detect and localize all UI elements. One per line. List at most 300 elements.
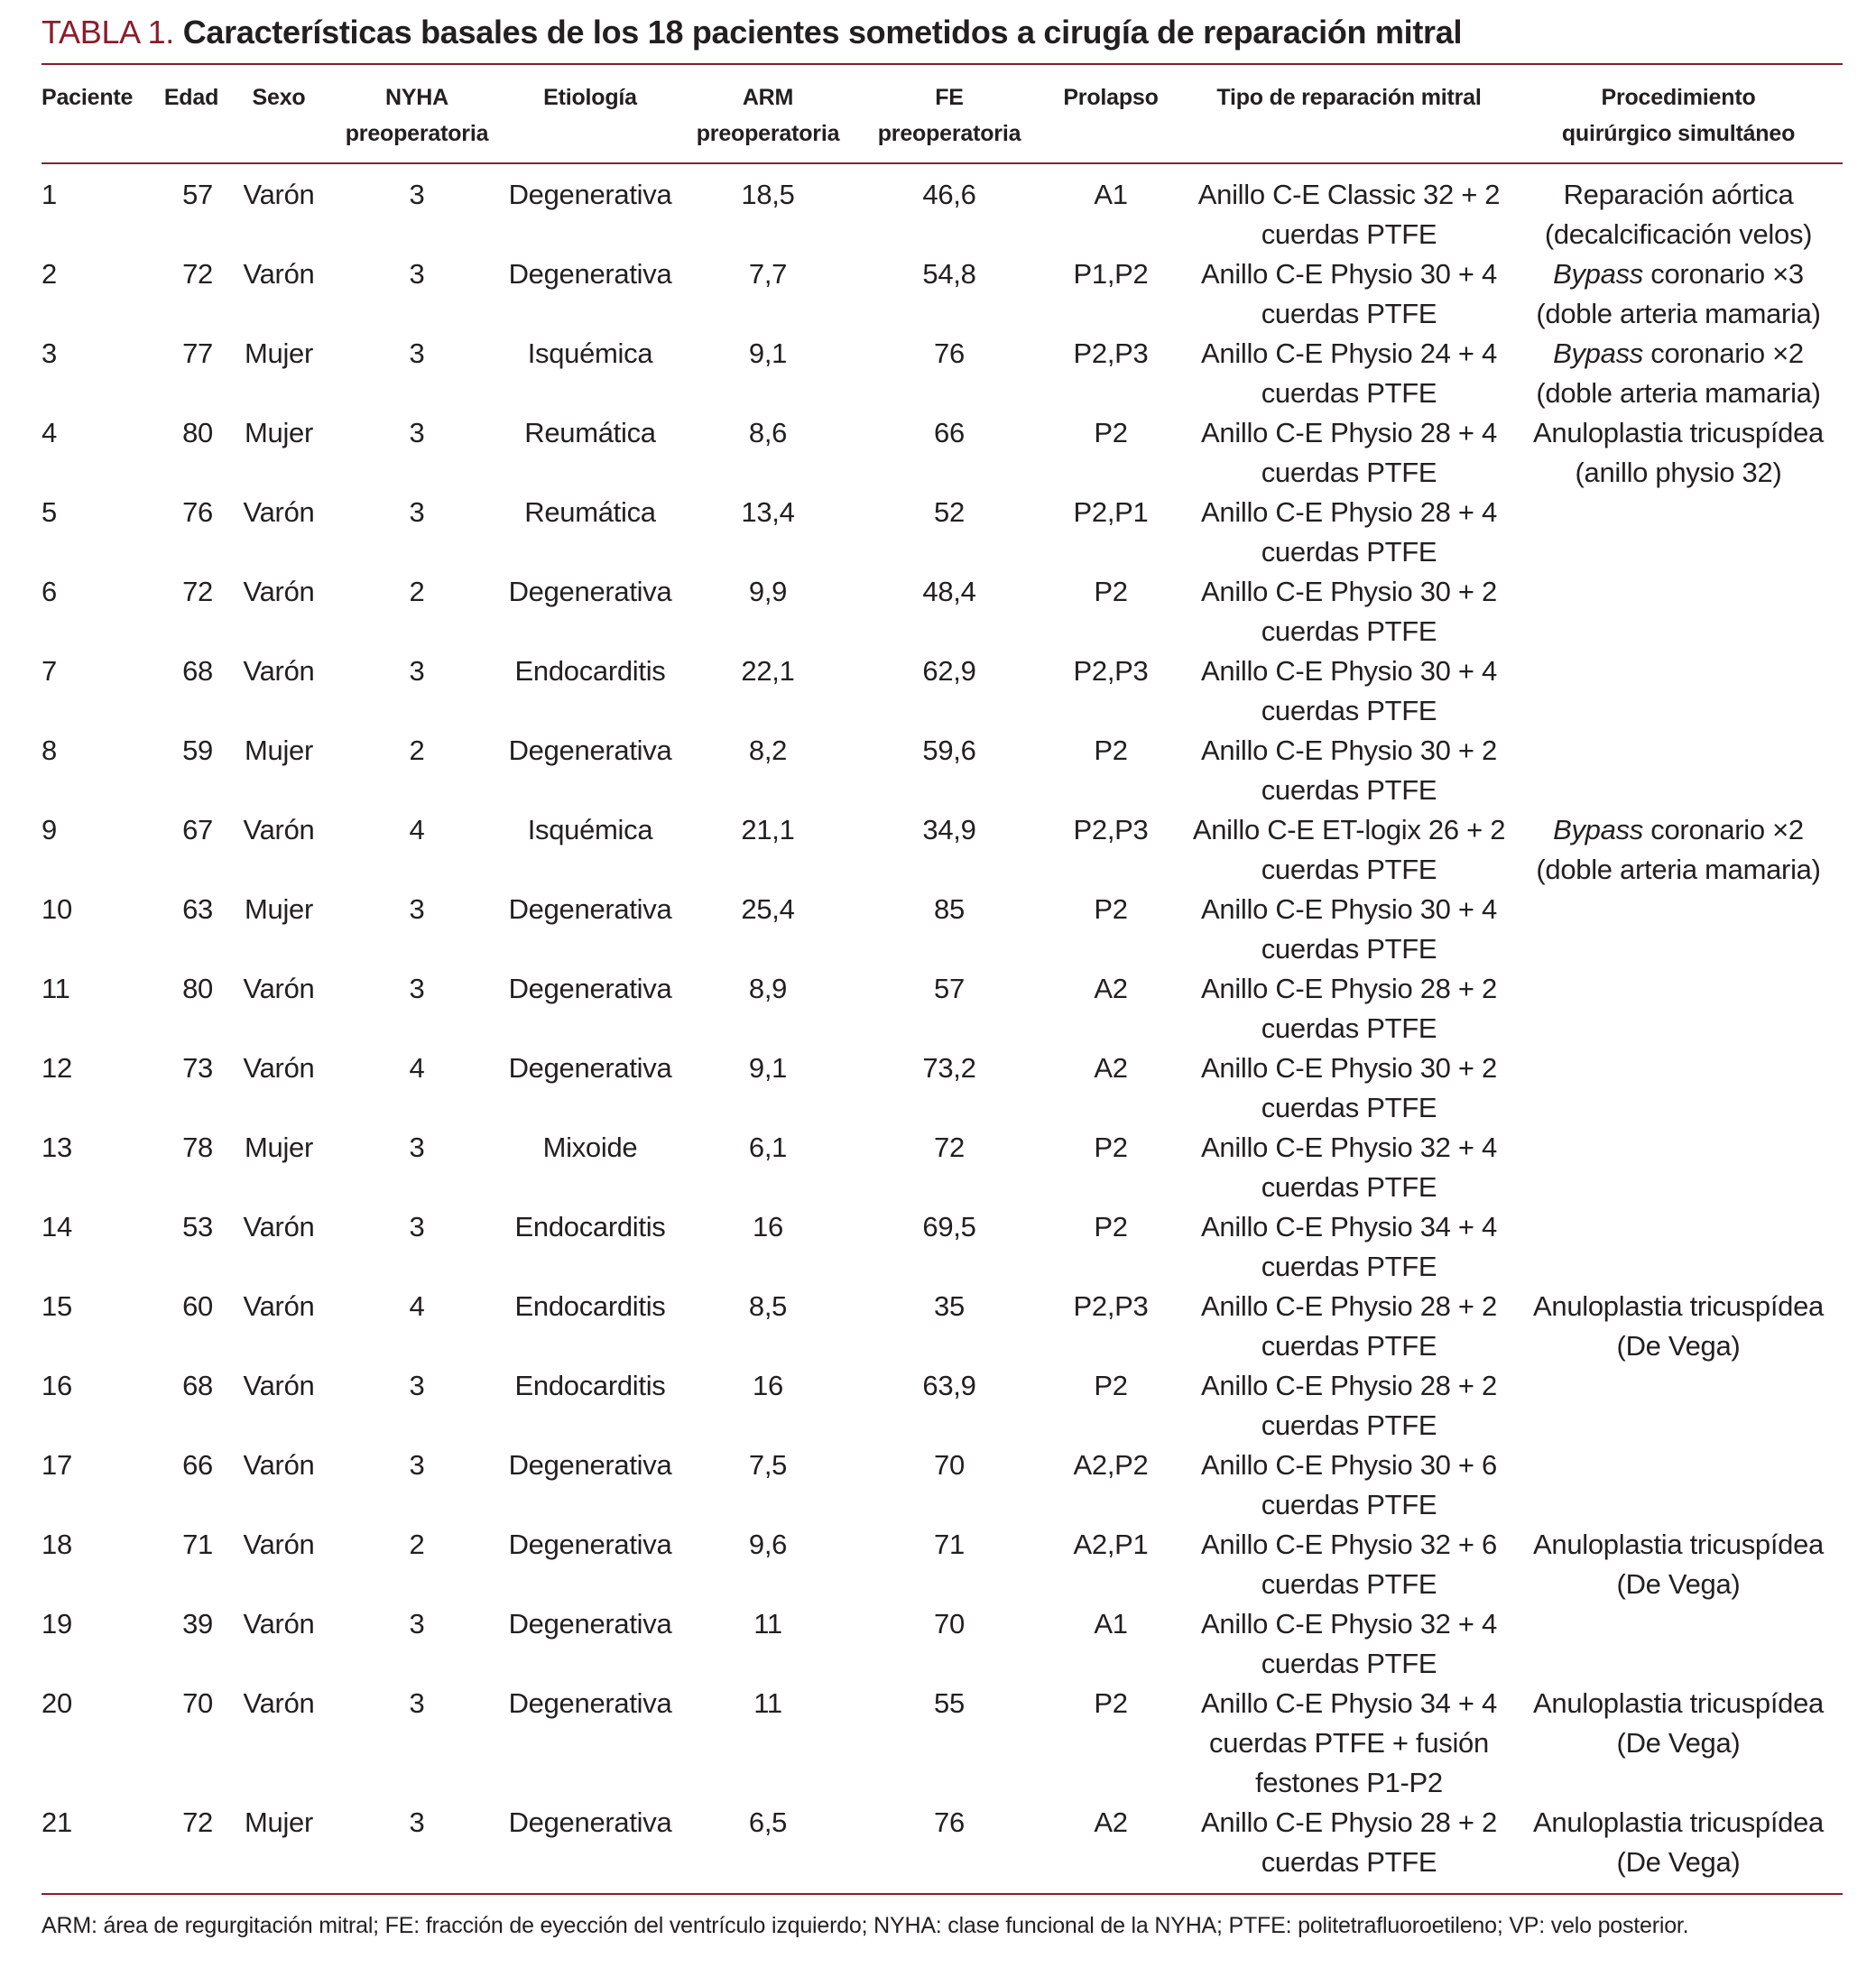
cell-arm: 8,5 xyxy=(748,1290,788,1322)
cell-etiologia: Mixoide xyxy=(542,1132,638,1163)
cell-procedimiento xyxy=(1514,1207,1843,1287)
cell-proc-line xyxy=(1514,1684,1843,1723)
cell-proc-text: (anillo physio 32) xyxy=(1575,457,1782,488)
cell-nyha: 3 xyxy=(409,1687,425,1719)
cell-tipo-line: cuerdas PTFE xyxy=(1261,1568,1437,1600)
cell-prolapso: P2 xyxy=(1094,1370,1128,1401)
cell-tipo-line: Anillo C-E Classic 32 + 2 xyxy=(1197,179,1501,210)
cell-edad: 57 xyxy=(182,179,213,210)
cell-tipo-line: cuerdas PTFE xyxy=(1261,933,1437,965)
table-row xyxy=(42,1049,1843,1128)
col-paciente: Paciente xyxy=(42,85,134,110)
table-body xyxy=(42,175,1843,1882)
cell-tipo xyxy=(1184,493,1514,572)
cell-sexo: Varón xyxy=(243,1449,315,1481)
cell-proc-text: Anuloplastia tricuspídea xyxy=(1533,1529,1824,1560)
cell-tipo xyxy=(1184,1684,1514,1803)
table-row xyxy=(42,1207,1843,1287)
cell-tipo-line: Anillo C-E Physio 30 + 4 xyxy=(1201,893,1497,925)
cell-prolapso: P2,P3 xyxy=(1073,814,1149,845)
cell-tipo xyxy=(1184,810,1514,890)
cell-tipo-line: Anillo C-E Physio 28 + 4 xyxy=(1201,496,1497,528)
cell-fe: 59,6 xyxy=(922,734,976,766)
cell-sexo: Mujer xyxy=(244,893,313,925)
cell-arm: 11 xyxy=(753,1608,782,1640)
cell-edad: 72 xyxy=(182,576,213,607)
cell-procedimiento xyxy=(1514,1684,1843,1803)
col-arm-line2: preoperatoria xyxy=(696,121,840,146)
cell-arm: 7,5 xyxy=(748,1449,788,1481)
cell-edad: 76 xyxy=(182,496,213,528)
cell-proc-italic: Bypass xyxy=(1553,814,1643,845)
cell-proc-text: coronario ×3 xyxy=(1642,258,1804,290)
cell-tipo-line: Anillo C-E Physio 32 + 6 xyxy=(1201,1529,1497,1560)
cell-sexo: Varón xyxy=(243,814,315,845)
cell-tipo xyxy=(1184,651,1514,731)
cell-tipo-line: Anillo C-E Physio 30 + 2 xyxy=(1201,1052,1497,1084)
cell-procedimiento xyxy=(1514,1287,1843,1366)
table-header xyxy=(42,79,1843,175)
cell-edad: 60 xyxy=(182,1290,213,1322)
cell-tipo-line: cuerdas PTFE xyxy=(1261,1012,1437,1044)
cell-tipo-line: Anillo C-E Physio 30 + 4 xyxy=(1201,655,1497,687)
cell-proc-line xyxy=(1514,453,1843,493)
cell-tipo-line: cuerdas PTFE xyxy=(1261,774,1437,806)
cell-tipo-line: cuerdas PTFE xyxy=(1261,298,1437,329)
cell-fe: 66 xyxy=(934,417,965,448)
cell-fe: 71 xyxy=(934,1529,965,1560)
cell-procedimiento xyxy=(1514,1366,1843,1446)
cell-edad: 73 xyxy=(182,1052,213,1084)
cell-etiologia: Degenerativa xyxy=(508,1806,672,1838)
cell-nyha: 3 xyxy=(409,1449,425,1481)
cell-tipo-line: cuerdas PTFE xyxy=(1261,1092,1437,1123)
table-row xyxy=(42,1287,1843,1366)
cell-arm: 8,9 xyxy=(748,973,788,1004)
cell-edad: 39 xyxy=(182,1608,213,1640)
cell-procedimiento xyxy=(1514,1525,1843,1604)
cell-fe: 70 xyxy=(934,1608,965,1640)
cell-edad: 71 xyxy=(182,1529,213,1560)
table-title xyxy=(42,13,1462,52)
col-nyha-line2: preoperatoria xyxy=(345,121,489,146)
cell-proc-text: (De Vega) xyxy=(1616,1568,1741,1600)
cell-edad: 68 xyxy=(182,655,213,687)
table-footnote: ARM: área de regurgitación mitral; FE: fracción de eyección del ventrículo izquierdo; NYHA: clase funcional de la NYHA; PTFE: politetrafluoroetileno; VP: velo posterior. xyxy=(42,1913,1689,1938)
col-fe-line1: FE xyxy=(935,85,964,110)
col-proc-line1: Procedimiento xyxy=(1601,85,1756,110)
cell-arm: 6,1 xyxy=(748,1132,788,1163)
cell-paciente: 17 xyxy=(42,1449,72,1481)
cell-tipo-line: Anillo C-E Physio 30 + 4 xyxy=(1201,258,1497,290)
cell-sexo: Mujer xyxy=(244,1806,313,1838)
cell-prolapso: A2 xyxy=(1094,973,1128,1004)
cell-proc-text: Anuloplastia tricuspídea xyxy=(1533,1687,1824,1719)
cell-proc-italic: Bypass xyxy=(1553,258,1643,290)
cell-arm: 9,9 xyxy=(748,576,788,607)
cell-prolapso: P2 xyxy=(1094,1687,1128,1719)
cell-paciente: 14 xyxy=(42,1211,72,1243)
cell-proc-italic: Bypass xyxy=(1553,337,1643,369)
cell-arm: 22,1 xyxy=(741,655,795,687)
cell-tipo xyxy=(1184,1287,1514,1366)
cell-sexo: Varón xyxy=(243,1290,315,1322)
cell-tipo-line: cuerdas PTFE xyxy=(1261,536,1437,568)
cell-procedimiento xyxy=(1514,254,1843,334)
cell-procedimiento xyxy=(1514,334,1843,413)
cell-sexo: Varón xyxy=(243,655,315,687)
cell-tipo-line: Anillo C-E Physio 34 + 4 xyxy=(1201,1687,1497,1719)
col-arm xyxy=(675,79,861,162)
cell-sexo: Varón xyxy=(243,973,315,1004)
cell-procedimiento xyxy=(1514,1128,1843,1207)
table-row xyxy=(42,1128,1843,1207)
cell-tipo-line: cuerdas PTFE xyxy=(1261,1171,1437,1203)
col-sexo: Sexo xyxy=(252,85,306,110)
cell-etiologia: Degenerativa xyxy=(508,1608,672,1640)
cell-etiologia: Endocarditis xyxy=(514,1211,666,1243)
cell-proc-text: Anuloplastia tricuspídea xyxy=(1533,417,1824,448)
cell-paciente: 7 xyxy=(42,655,57,687)
cell-proc-line xyxy=(1514,374,1843,413)
cell-prolapso: A2 xyxy=(1094,1052,1128,1084)
cell-nyha: 4 xyxy=(409,1052,425,1084)
cell-sexo: Mujer xyxy=(244,417,313,448)
col-arm-line1: ARM xyxy=(742,85,794,110)
cell-proc-line xyxy=(1514,334,1843,374)
cell-etiologia: Endocarditis xyxy=(514,1370,666,1401)
cell-procedimiento xyxy=(1514,890,1843,969)
cell-arm: 16 xyxy=(753,1370,783,1401)
cell-tipo xyxy=(1184,1525,1514,1604)
cell-paciente: 18 xyxy=(42,1529,72,1560)
cell-arm: 25,4 xyxy=(741,893,795,925)
cell-procedimiento xyxy=(1514,1446,1843,1525)
table-row xyxy=(42,1366,1843,1446)
cell-proc-text: (De Vega) xyxy=(1616,1330,1741,1362)
cell-arm: 16 xyxy=(753,1211,783,1243)
cell-nyha: 3 xyxy=(409,973,425,1004)
cell-tipo-line: Anillo C-E Physio 30 + 6 xyxy=(1201,1449,1497,1481)
cell-proc-text: (De Vega) xyxy=(1616,1727,1741,1759)
col-fe xyxy=(861,79,1038,162)
cell-proc-text: coronario ×2 xyxy=(1642,814,1804,845)
cell-fe: 72 xyxy=(934,1132,965,1163)
cell-nyha: 3 xyxy=(409,1608,425,1640)
table-row xyxy=(42,810,1843,890)
cell-prolapso: P2,P3 xyxy=(1073,1290,1149,1322)
cell-tipo-line: Anillo C-E Physio 32 + 4 xyxy=(1201,1132,1497,1163)
cell-etiologia: Degenerativa xyxy=(508,179,672,210)
cell-nyha: 3 xyxy=(409,496,425,528)
cell-etiologia: Endocarditis xyxy=(514,655,666,687)
cell-fe: 69,5 xyxy=(922,1211,976,1243)
cell-sexo: Mujer xyxy=(244,337,313,369)
col-nyha-line1: NYHA xyxy=(384,85,449,110)
cell-procedimiento xyxy=(1514,175,1843,254)
cell-nyha: 3 xyxy=(409,179,425,210)
table-row xyxy=(42,731,1843,810)
cell-fe: 34,9 xyxy=(922,814,976,845)
cell-arm: 9,1 xyxy=(748,337,788,369)
cell-proc-text: Anuloplastia tricuspídea xyxy=(1533,1806,1824,1838)
cell-etiologia: Degenerativa xyxy=(508,973,672,1004)
table-row xyxy=(42,493,1843,572)
table-row xyxy=(42,1803,1843,1882)
cell-etiologia: Degenerativa xyxy=(508,1449,672,1481)
cell-paciente: 20 xyxy=(42,1687,72,1719)
cell-nyha: 4 xyxy=(409,814,425,845)
cell-arm: 8,6 xyxy=(748,417,788,448)
cell-proc-line xyxy=(1514,810,1843,850)
col-prolapso: Prolapso xyxy=(1063,85,1159,110)
cell-prolapso: P2 xyxy=(1094,576,1128,607)
cell-arm: 8,2 xyxy=(748,734,788,766)
cell-tipo xyxy=(1184,1366,1514,1446)
cell-fe: 76 xyxy=(934,1806,965,1838)
cell-procedimiento xyxy=(1514,1604,1843,1684)
table-row xyxy=(42,1525,1843,1604)
col-procedimiento xyxy=(1514,79,1843,162)
cell-proc-line xyxy=(1514,1525,1843,1565)
cell-edad: 72 xyxy=(182,258,213,290)
cell-tipo-line: festones P1-P2 xyxy=(1255,1767,1443,1798)
cell-paciente: 4 xyxy=(42,417,57,448)
table-row xyxy=(42,413,1843,493)
cell-arm: 7,7 xyxy=(748,258,788,290)
cell-tipo xyxy=(1184,890,1514,969)
cell-proc-line xyxy=(1514,1723,1843,1763)
cell-nyha: 3 xyxy=(409,1370,425,1401)
cell-fe: 55 xyxy=(934,1687,965,1719)
table-row xyxy=(42,254,1843,334)
cell-prolapso: P1,P2 xyxy=(1073,258,1149,290)
cell-proc-text: coronario ×2 xyxy=(1642,337,1804,369)
cell-prolapso: P2 xyxy=(1094,1211,1128,1243)
cell-etiologia: Degenerativa xyxy=(508,734,672,766)
cell-nyha: 2 xyxy=(409,576,425,607)
cell-fe: 54,8 xyxy=(922,258,976,290)
col-nyha xyxy=(328,79,505,162)
cell-procedimiento xyxy=(1514,969,1843,1049)
cell-paciente: 5 xyxy=(42,496,57,528)
cell-paciente: 8 xyxy=(42,734,57,766)
cell-tipo-line: Anillo C-E ET-logix 26 + 2 xyxy=(1192,814,1506,845)
cell-arm: 6,5 xyxy=(748,1806,788,1838)
cell-sexo: Varón xyxy=(243,1052,315,1084)
cell-prolapso: A1 xyxy=(1094,1608,1128,1640)
cell-tipo xyxy=(1184,969,1514,1049)
cell-tipo-line: Anillo C-E Physio 24 + 4 xyxy=(1201,337,1497,369)
cell-proc-text: (De Vega) xyxy=(1616,1846,1741,1878)
cell-tipo xyxy=(1184,572,1514,651)
cell-prolapso: A1 xyxy=(1094,179,1128,210)
cell-fe: 85 xyxy=(934,893,965,925)
table-label: TABLA 1. xyxy=(42,14,175,51)
cell-etiologia: Degenerativa xyxy=(508,1529,672,1560)
cell-procedimiento xyxy=(1514,651,1843,731)
col-fe-line2: preoperatoria xyxy=(877,121,1021,146)
cell-proc-line xyxy=(1514,294,1843,334)
table-row xyxy=(42,651,1843,731)
cell-prolapso: P2 xyxy=(1094,1132,1128,1163)
cell-sexo: Varón xyxy=(243,1687,315,1719)
cell-tipo-line: Anillo C-E Physio 28 + 2 xyxy=(1201,1806,1497,1838)
cell-proc-line xyxy=(1514,1326,1843,1366)
cell-fe: 63,9 xyxy=(922,1370,976,1401)
cell-proc-line xyxy=(1514,215,1843,254)
cell-arm: 9,1 xyxy=(748,1052,788,1084)
cell-tipo-line: Anillo C-E Physio 34 + 4 xyxy=(1201,1211,1497,1243)
cell-tipo-line: Anillo C-E Physio 30 + 2 xyxy=(1201,734,1497,766)
cell-prolapso: P2 xyxy=(1094,417,1128,448)
cell-fe: 46,6 xyxy=(922,179,976,210)
cell-nyha: 3 xyxy=(409,1132,425,1163)
cell-tipo xyxy=(1184,1446,1514,1525)
cell-tipo-line: cuerdas PTFE xyxy=(1261,457,1437,488)
col-proc-line2: quirúrgico simultáneo xyxy=(1561,121,1796,146)
cell-nyha: 3 xyxy=(409,417,425,448)
cell-prolapso: P2 xyxy=(1094,893,1128,925)
cell-proc-text: (doble arteria mamaria) xyxy=(1536,298,1821,329)
cell-etiologia: Degenerativa xyxy=(508,576,672,607)
cell-sexo: Mujer xyxy=(244,1132,313,1163)
cell-arm: 18,5 xyxy=(741,179,795,210)
cell-tipo-line: cuerdas PTFE xyxy=(1261,615,1437,647)
cell-tipo-line: cuerdas PTFE xyxy=(1261,695,1437,726)
cell-proc-text: Reparación aórtica xyxy=(1563,179,1794,210)
cell-edad: 68 xyxy=(182,1370,213,1401)
cell-arm: 9,6 xyxy=(748,1529,788,1560)
cell-paciente: 9 xyxy=(42,814,57,845)
cell-tipo xyxy=(1184,175,1514,254)
cell-fe: 70 xyxy=(934,1449,965,1481)
patients-table xyxy=(42,79,1843,1882)
cell-tipo-line: cuerdas PTFE xyxy=(1261,218,1437,250)
cell-paciente: 10 xyxy=(42,893,72,925)
cell-fe: 62,9 xyxy=(922,655,976,687)
col-tipo: Tipo de reparación mitral xyxy=(1216,85,1482,110)
cell-prolapso: P2,P1 xyxy=(1073,496,1149,528)
cell-fe: 57 xyxy=(934,973,965,1004)
cell-etiologia: Degenerativa xyxy=(508,1052,672,1084)
cell-tipo xyxy=(1184,1128,1514,1207)
cell-tipo-line: cuerdas PTFE xyxy=(1261,1846,1437,1878)
cell-paciente: 16 xyxy=(42,1370,72,1401)
cell-sexo: Varón xyxy=(243,1608,315,1640)
table-caption: Características basales de los 18 pacientes sometidos a cirugía de reparación mitral xyxy=(182,14,1463,51)
cell-tipo-line: cuerdas PTFE xyxy=(1261,377,1437,409)
cell-paciente: 19 xyxy=(42,1608,72,1640)
cell-etiologia: Reumática xyxy=(524,496,656,528)
cell-fe: 48,4 xyxy=(922,576,976,607)
cell-proc-line xyxy=(1514,1843,1843,1882)
cell-tipo-line: Anillo C-E Physio 32 + 4 xyxy=(1201,1608,1497,1640)
cell-proc-line xyxy=(1514,175,1843,215)
cell-tipo xyxy=(1184,413,1514,493)
cell-prolapso: P2 xyxy=(1094,734,1128,766)
table-row xyxy=(42,334,1843,413)
cell-edad: 59 xyxy=(182,734,213,766)
cell-tipo xyxy=(1184,1049,1514,1128)
cell-etiologia: Degenerativa xyxy=(508,1687,672,1719)
cell-sexo: Varón xyxy=(243,1211,315,1243)
cell-etiologia: Isquémica xyxy=(527,814,653,845)
cell-prolapso: P2,P3 xyxy=(1073,337,1149,369)
cell-proc-line xyxy=(1514,1287,1843,1326)
cell-prolapso: A2,P2 xyxy=(1073,1449,1149,1481)
cell-tipo xyxy=(1184,1604,1514,1684)
table-row xyxy=(42,175,1843,254)
table-row xyxy=(42,572,1843,651)
cell-tipo-line: cuerdas PTFE xyxy=(1261,854,1437,885)
cell-paciente: 12 xyxy=(42,1052,72,1084)
cell-paciente: 15 xyxy=(42,1290,72,1322)
cell-procedimiento xyxy=(1514,413,1843,493)
cell-tipo-line: Anillo C-E Physio 28 + 2 xyxy=(1201,973,1497,1004)
cell-nyha: 4 xyxy=(409,1290,425,1322)
cell-paciente: 3 xyxy=(42,337,57,369)
col-edad: Edad xyxy=(163,85,219,110)
cell-edad: 53 xyxy=(182,1211,213,1243)
cell-proc-line xyxy=(1514,1565,1843,1604)
cell-prolapso: P2,P3 xyxy=(1073,655,1149,687)
col-etiologia: Etiología xyxy=(543,85,637,110)
cell-etiologia: Degenerativa xyxy=(508,893,672,925)
cell-fe: 35 xyxy=(934,1290,965,1322)
cell-edad: 72 xyxy=(182,1806,213,1838)
cell-arm: 11 xyxy=(753,1687,782,1719)
cell-procedimiento xyxy=(1514,731,1843,810)
bottom-rule xyxy=(42,1893,1843,1895)
cell-tipo xyxy=(1184,254,1514,334)
cell-edad: 80 xyxy=(182,417,213,448)
cell-etiologia: Degenerativa xyxy=(508,258,672,290)
cell-sexo: Varón xyxy=(243,258,315,290)
cell-tipo-line: cuerdas PTFE xyxy=(1261,1489,1437,1520)
cell-paciente: 11 xyxy=(42,973,70,1004)
table-row xyxy=(42,1604,1843,1684)
cell-paciente: 6 xyxy=(42,576,57,607)
cell-sexo: Varón xyxy=(243,576,315,607)
cell-tipo xyxy=(1184,334,1514,413)
cell-nyha: 3 xyxy=(409,337,425,369)
cell-etiologia: Endocarditis xyxy=(514,1290,666,1322)
cell-procedimiento xyxy=(1514,1049,1843,1128)
cell-sexo: Varón xyxy=(243,1529,315,1560)
cell-proc-line xyxy=(1514,850,1843,890)
cell-proc-line xyxy=(1514,413,1843,453)
cell-procedimiento xyxy=(1514,810,1843,890)
cell-sexo: Mujer xyxy=(244,734,313,766)
cell-proc-text: (doble arteria mamaria) xyxy=(1536,377,1821,409)
cell-edad: 78 xyxy=(182,1132,213,1163)
cell-sexo: Varón xyxy=(243,496,315,528)
cell-tipo xyxy=(1184,1207,1514,1287)
cell-tipo-line: cuerdas PTFE xyxy=(1261,1648,1437,1679)
cell-tipo-line: cuerdas PTFE xyxy=(1261,1409,1437,1441)
cell-edad: 80 xyxy=(182,973,213,1004)
cell-sexo: Varón xyxy=(243,1370,315,1401)
top-rule xyxy=(42,63,1843,65)
table-row xyxy=(42,969,1843,1049)
cell-nyha: 2 xyxy=(409,1529,425,1560)
cell-nyha: 3 xyxy=(409,1211,425,1243)
cell-procedimiento xyxy=(1514,493,1843,572)
cell-prolapso: A2 xyxy=(1094,1806,1128,1838)
cell-proc-text: (doble arteria mamaria) xyxy=(1536,854,1821,885)
cell-proc-line xyxy=(1514,1803,1843,1843)
